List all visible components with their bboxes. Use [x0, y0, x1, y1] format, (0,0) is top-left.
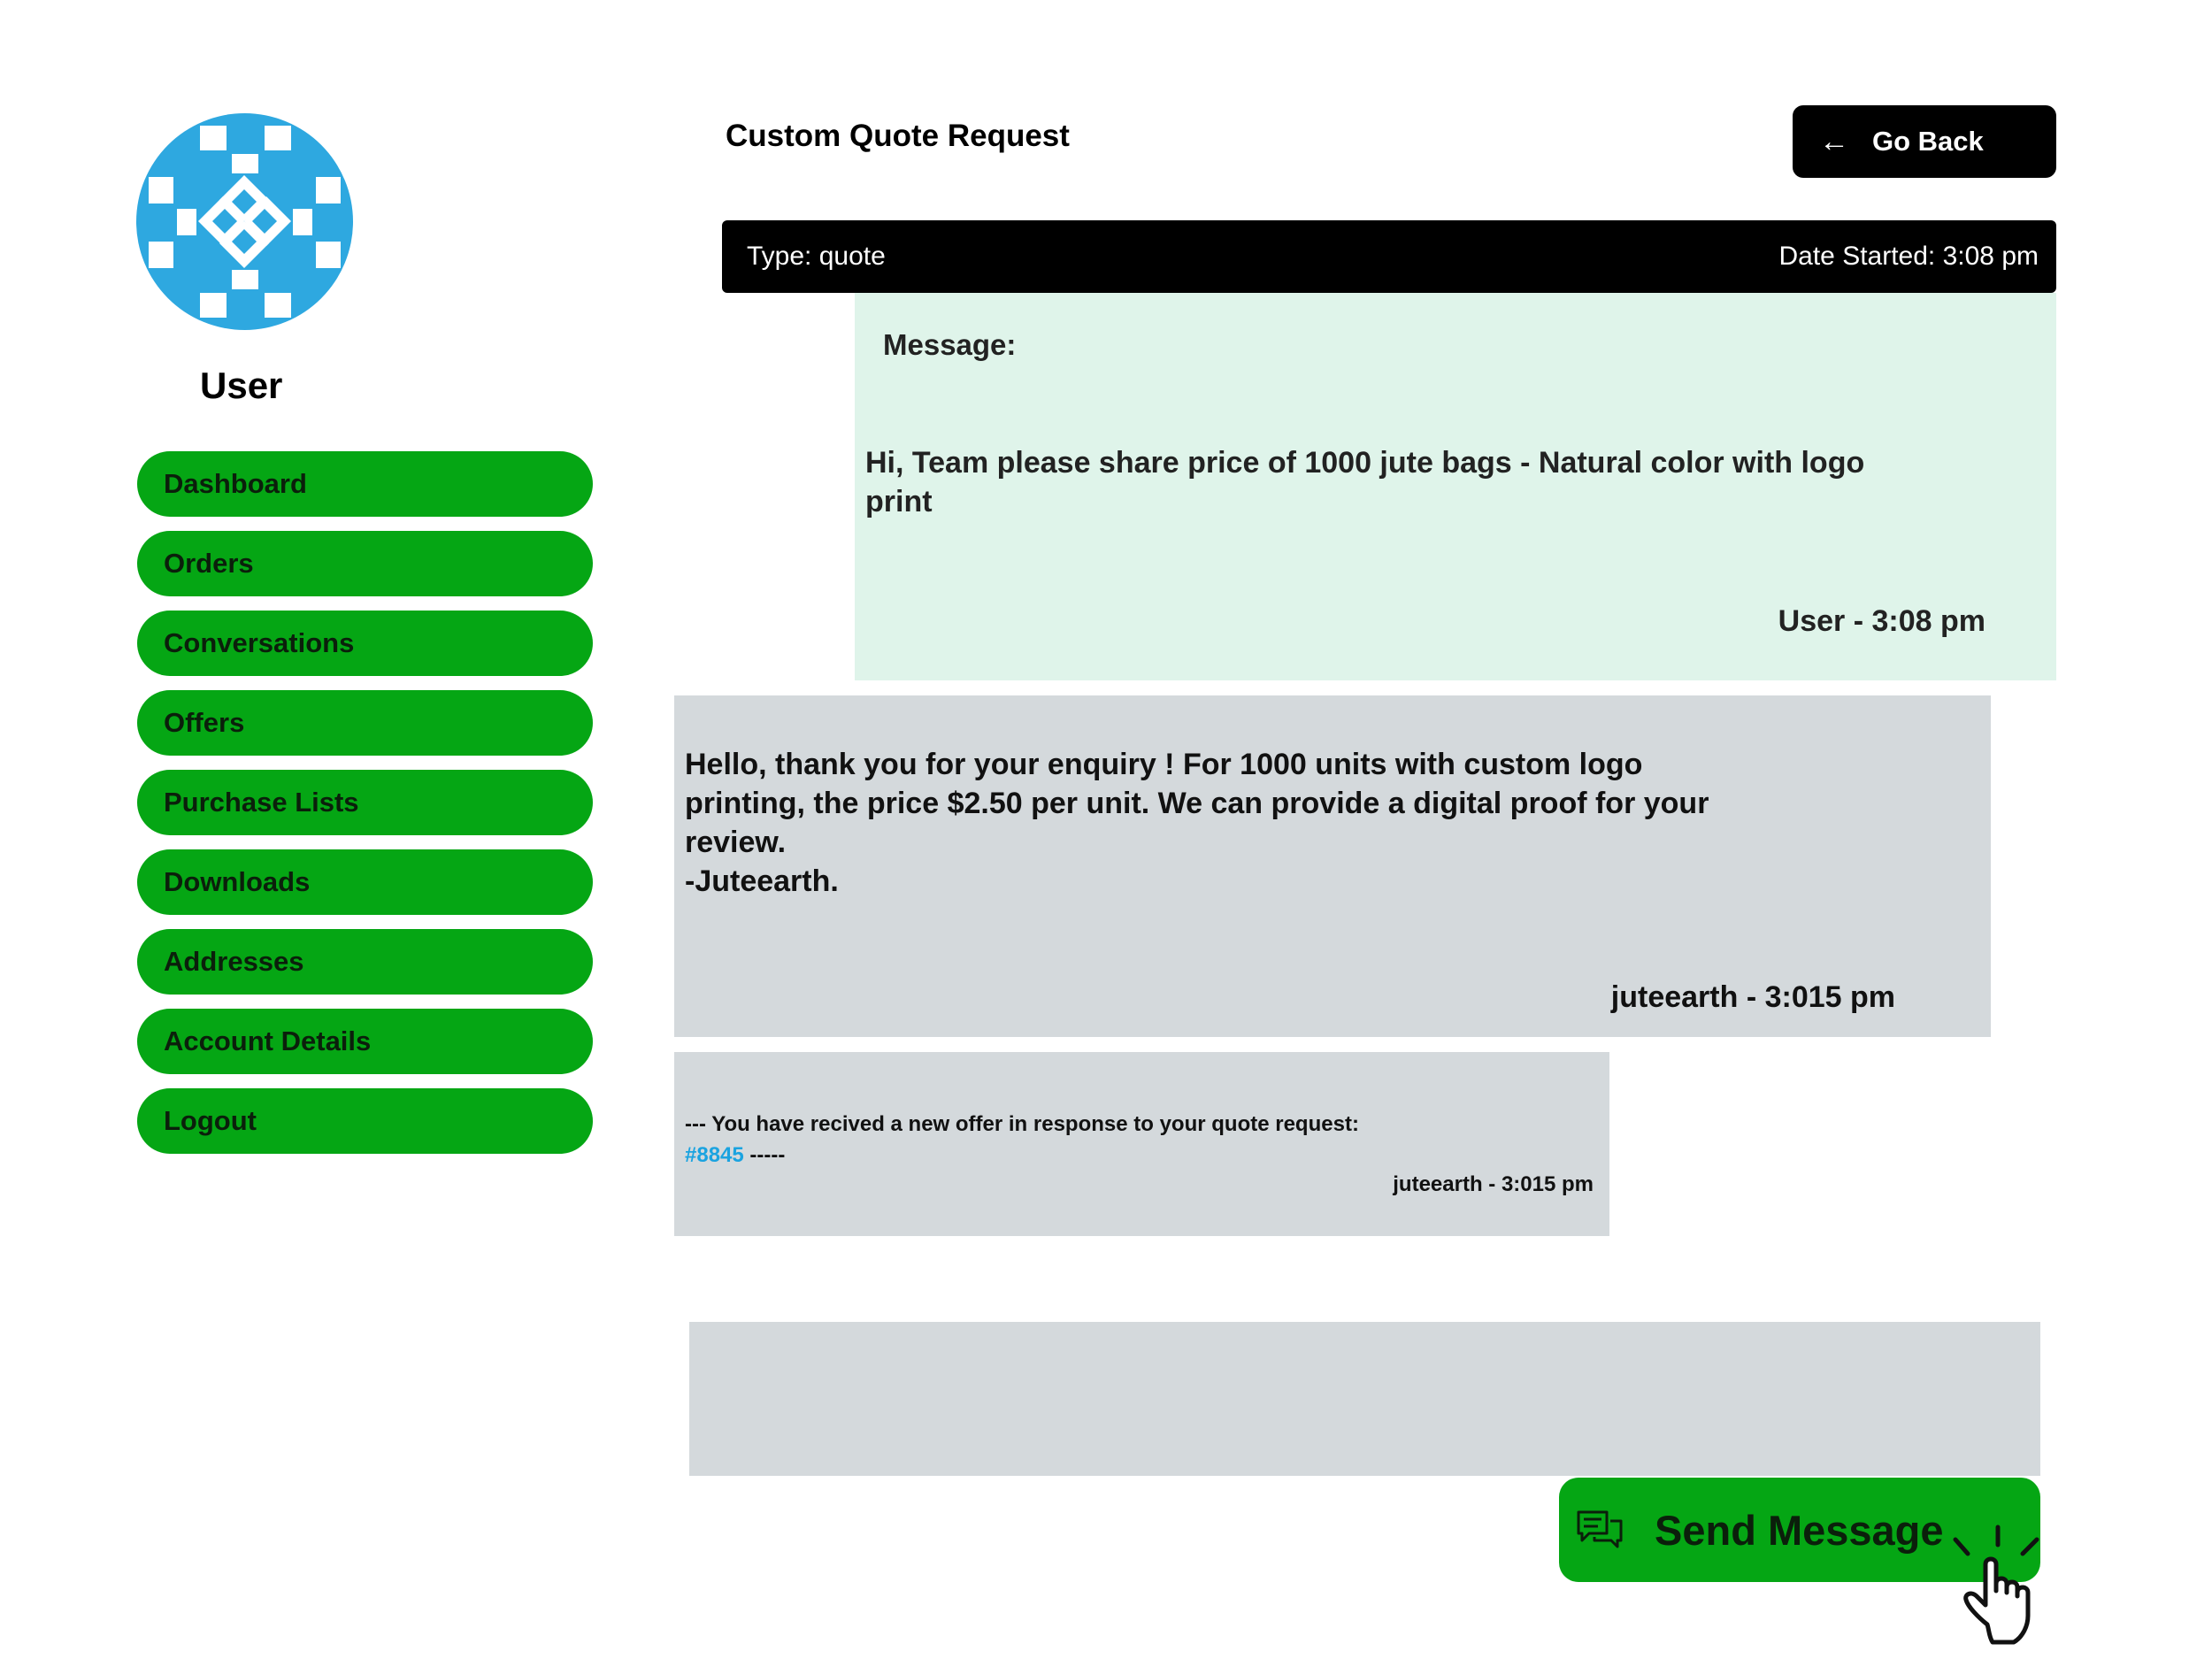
- chat-bubbles-icon: [1575, 1509, 1624, 1551]
- offer-message-bubble: [674, 1052, 1609, 1236]
- logo: [136, 113, 353, 330]
- message-meta: juteearth - 3:015 pm: [1610, 980, 1895, 1014]
- page-title: Custom Quote Request: [726, 119, 1070, 153]
- sidebar-item-orders[interactable]: Orders: [137, 531, 593, 596]
- message-label: Message:: [883, 328, 1017, 361]
- reply-message-bubble: [674, 695, 1991, 1037]
- quilt-logo-icon: [136, 113, 353, 330]
- sidebar-nav: [137, 451, 593, 1168]
- sidebar-item-account-details[interactable]: Account Details: [137, 1009, 593, 1074]
- sidebar-item-addresses[interactable]: Addresses: [137, 929, 593, 995]
- offer-suffix: -----: [743, 1143, 786, 1167]
- conversation-info-bar: [722, 220, 2056, 293]
- user-name: User: [200, 365, 283, 406]
- sidebar-item-conversations[interactable]: Conversations: [137, 611, 593, 676]
- offer-link[interactable]: #8845: [685, 1143, 744, 1167]
- send-message-label: Send Message: [1655, 1506, 1944, 1554]
- conversation-type: Type: quote: [747, 242, 886, 271]
- message-meta: juteearth - 3:015 pm: [1393, 1172, 1594, 1196]
- sidebar-item-dashboard[interactable]: Dashboard: [137, 451, 593, 517]
- message-meta: User - 3:08 pm: [1778, 604, 1985, 638]
- conversation-date-started: Date Started: 3:08 pm: [1778, 242, 2039, 271]
- go-back-button[interactable]: [1793, 105, 2056, 178]
- arrow-left-icon: ←: [1819, 124, 1849, 158]
- sidebar-item-logout[interactable]: Logout: [137, 1088, 593, 1154]
- sidebar-item-downloads[interactable]: Downloads: [137, 849, 593, 915]
- offer-text: --- You have recived a new offer in response to your quote request:: [685, 1112, 1359, 1136]
- sidebar-item-purchase-lists[interactable]: Purchase Lists: [137, 770, 593, 835]
- message-input[interactable]: [689, 1322, 2040, 1476]
- go-back-label: Go Back: [1872, 126, 1984, 157]
- user-message-bubble: [855, 293, 2056, 680]
- pointer-hand-icon: [1943, 1518, 2049, 1651]
- message-body: Hello, thank you for your enquiry ! For 1000 units with custom logo printing, the price $2.50 per unit. We can provide a digital proof for your review. -Juteearth.: [685, 748, 1709, 898]
- sidebar-item-offers[interactable]: Offers: [137, 690, 593, 756]
- message-body: [685, 1109, 1570, 1171]
- message-body: Hi, Team please share price of 1000 jute bags - Natural color with logo print: [865, 446, 1865, 518]
